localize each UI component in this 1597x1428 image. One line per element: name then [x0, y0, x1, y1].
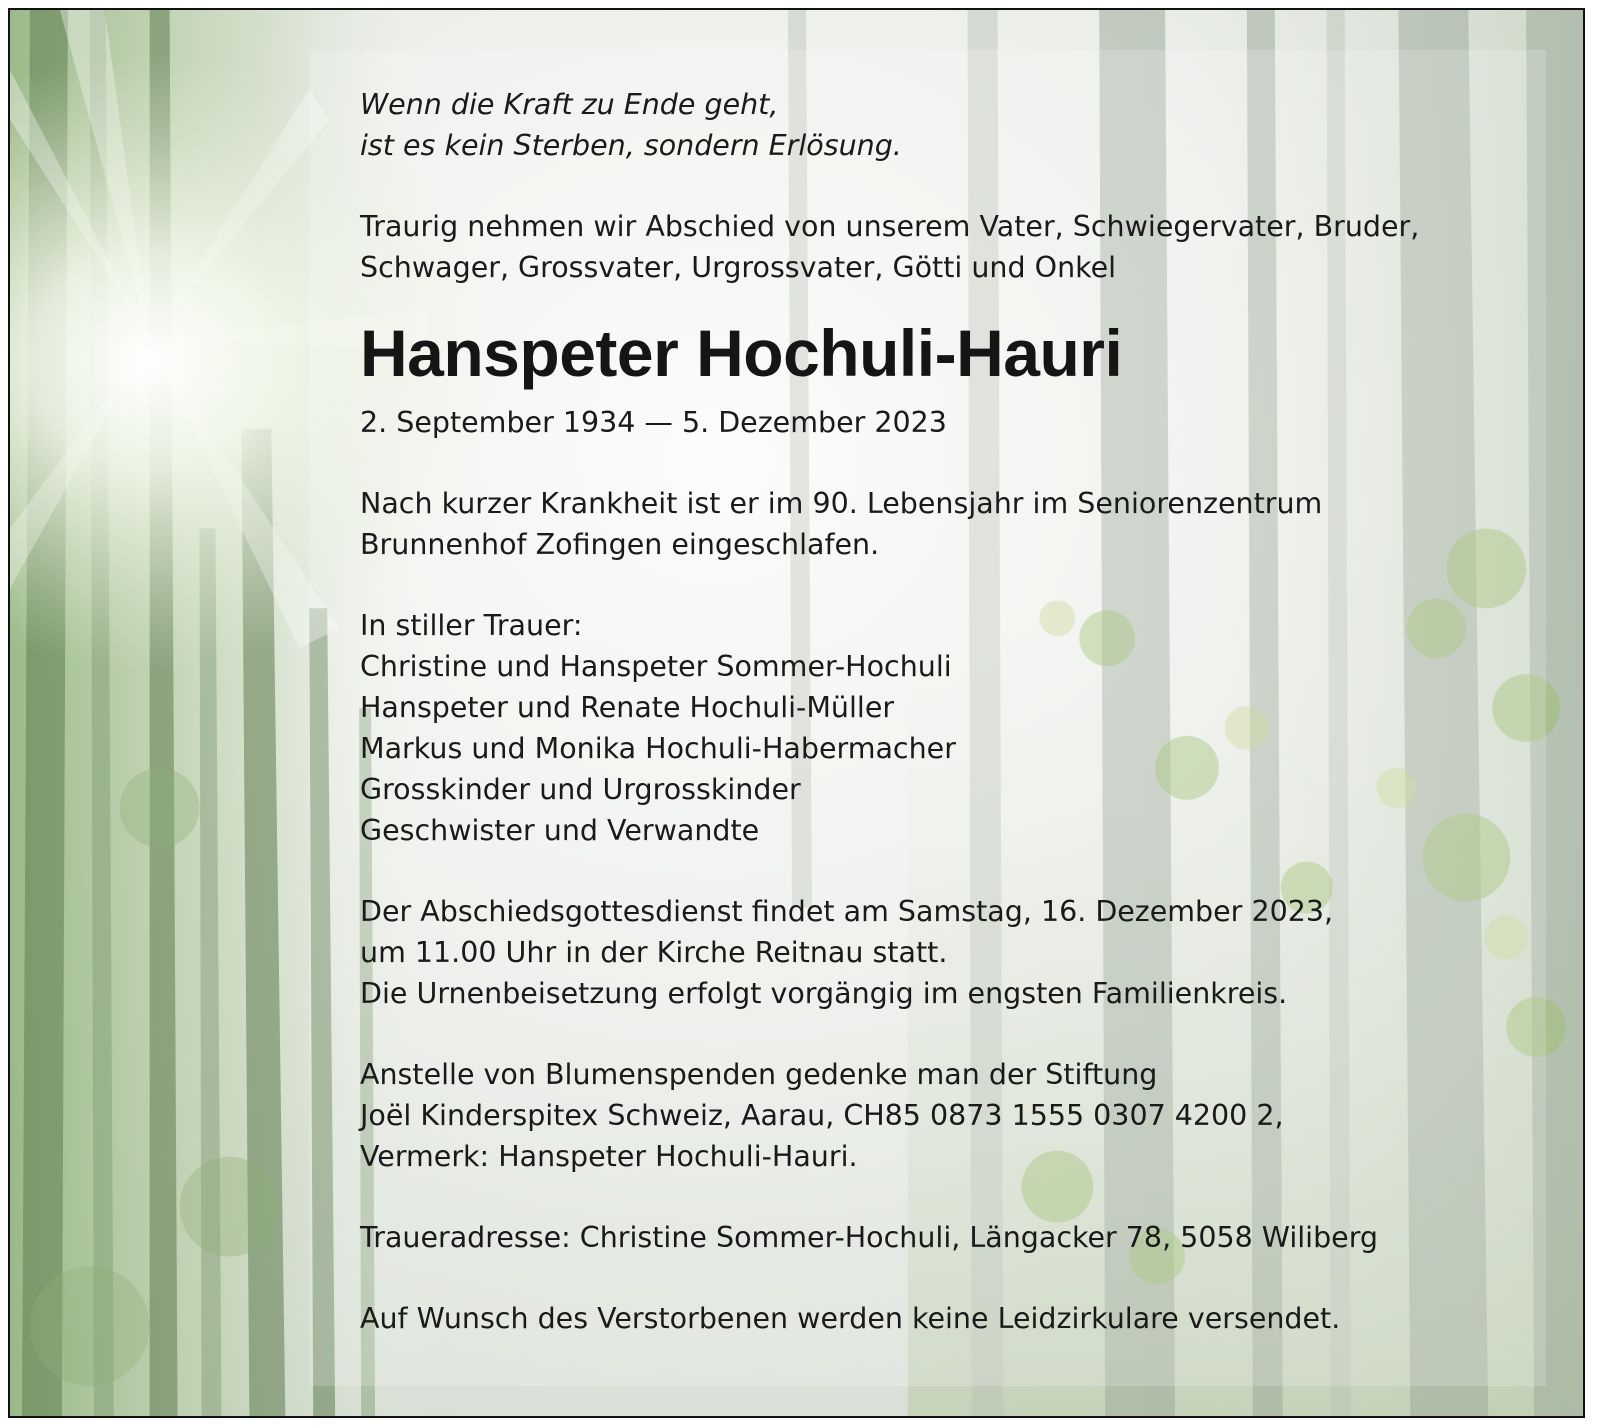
motto-line: ist es kein Sterben, sondern Erlösung.: [360, 129, 902, 162]
intro-line: Schwager, Grossvater, Urgrossvater, Götti und Onkel: [360, 251, 1117, 284]
passing-paragraph: [360, 483, 1540, 565]
mourner-entry: Hanspeter und Renate Hochuli-Müller: [360, 691, 895, 724]
mourners-list: [360, 605, 1540, 851]
donation-line: Vermerk: Hanspeter Hochuli-Hauri.: [360, 1140, 858, 1173]
donation-line: Anstelle von Blumenspenden gedenke man der Stiftung: [360, 1058, 1158, 1091]
intro-line: Traurig nehmen wir Abschied von unserem Vater, Schwiegervater, Bruder,: [360, 210, 1420, 243]
mourners-heading: In stiller Trauer:: [360, 609, 583, 642]
mourner-entry: Grosskinder und Urgrosskinder: [360, 773, 801, 806]
closing-note: Auf Wunsch des Verstorbenen werden keine Leidzirkulare versendet.: [360, 1302, 1341, 1335]
mourning-address: Traueradresse: Christine Sommer-Hochuli, Längacker 78, 5058 Wiliberg: [360, 1221, 1379, 1254]
passing-line: Nach kurzer Krankheit ist er im 90. Lebensjahr im Seniorenzentrum: [360, 487, 1323, 520]
motto: [360, 84, 1540, 166]
obituary-text: [360, 84, 1540, 1339]
motto-line: Wenn die Kraft zu Ende geht,: [360, 88, 779, 121]
deceased-name: Hanspeter Hochuli-Hauri: [360, 316, 1123, 390]
mourner-entry: Christine und Hanspeter Sommer-Hochuli: [360, 650, 952, 683]
mourner-entry: Geschwister und Verwandte: [360, 814, 760, 847]
service-line: Der Abschiedsgottesdienst findet am Samstag, 16. Dezember 2023,: [360, 895, 1334, 928]
donation-line: Joël Kinderspitex Schweiz, Aarau, CH85 0873 1555 0307 4200 2,: [360, 1099, 1284, 1132]
donation-paragraph: [360, 1054, 1540, 1177]
life-dates: 2. September 1934 — 5. Dezember 2023: [360, 406, 947, 439]
passing-line: Brunnenhof Zofingen eingeschlafen.: [360, 528, 880, 561]
service-line: Die Urnenbeisetzung erfolgt vorgängig im engsten Familienkreis.: [360, 977, 1288, 1010]
obituary-frame: [8, 8, 1585, 1418]
service-line: um 11.00 Uhr in der Kirche Reitnau statt.: [360, 936, 948, 969]
service-paragraph: [360, 891, 1540, 1014]
intro-paragraph: [360, 206, 1540, 288]
mourner-entry: Markus und Monika Hochuli-Habermacher: [360, 732, 956, 765]
